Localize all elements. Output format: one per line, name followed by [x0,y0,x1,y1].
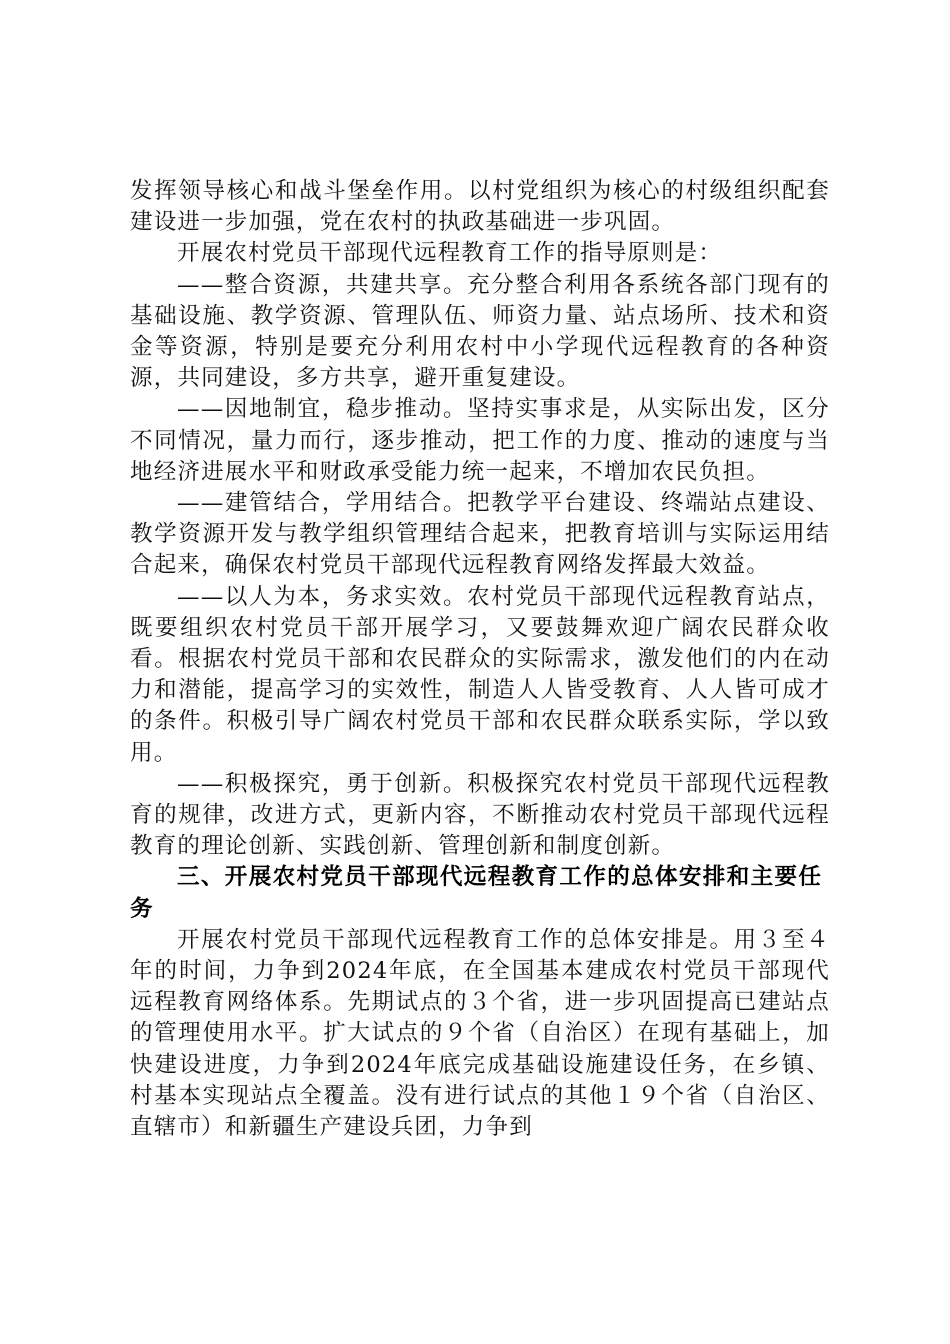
paragraph-guiding-principles-intro: 开展农村党员干部现代远程教育工作的指导原则是： [177,240,723,267]
paragraph-principle-local-conditions: ——因地制宜，稳步推动。坚持实事求是，从实际出发，区分不同情况，量力而行，逐步推动，把工作的力度、推动的速度与当地经济进展水平和财政承受能力统一起来，不增加农民负担。 [130,396,830,485]
paragraph-principle-build-manage: ——建管结合，学用结合。把教学平台建设、终端站点建设、教学资源开发与教学组织管理结合起来，把教育培训与实际运用结合起来，确保农村党员干部现代远程教育网络发挥最大效益。 [130,490,830,579]
paragraph-leadership-role: 发挥领导核心和战斗堡垒作用。以村党组织为核心的村级组织配套建设进一步加强，党在农村的执政基础进一步巩固。 [130,178,830,236]
paragraph-principle-people-oriented: ——以人为本，务求实效。农村党员干部现代远程教育站点，既要组织农村党员干部开展学习，又要鼓舞欢迎广阔农民群众收看。根据农村党员干部和农民群众的实际需求，激发他们的内在动力和潜能，提高学习的实效性，制造人人皆受教育、人人皆可成才的条件。积极引导广阔农村党员干部和农民群众联系实际，学以致用。 [130,583,830,766]
section-heading-three: 三、开展农村党员干部现代远程教育工作的总体安排和主要任务 [130,864,823,922]
paragraph-principle-innovation: ——积极探究，勇于创新。积极探究农村党员干部现代远程教育的规律，改进方式，更新内容，不断推动农村党员干部现代远程教育的理论创新、实践创新、管理创新和制度创新。 [130,770,830,860]
paragraph-principle-integrate-resources: ——整合资源，共建共享。充分整合利用各系统各部门现有的基础设施、教学资源、管理队伍、师资力量、站点场所、技术和资金等资源，特别是要充分利用农村中小学现代远程教育的各种资源，共同建设，多方共享，避开重复建设。 [130,271,830,392]
paragraph-overall-arrangement: 开展农村党员干部现代远程教育工作的总体安排是。用３至４年的时间，力争到2024年底，在全国基本建成农村党员干部现代远程教育网络体系。先期试点的３个省，进一步巩固提高已建站点的管理使用水平。扩大试点的９个省（自治区）在现有基础上，加快建设进度，力争到2024年底完成基础设施建设任务，在乡镇、村基本实现站点全覆盖。没有进行试点的其他１９个省（自治区、直辖市）和新疆生产建设兵团，力争到 [130,926,830,1141]
document-body [130,176,830,1143]
